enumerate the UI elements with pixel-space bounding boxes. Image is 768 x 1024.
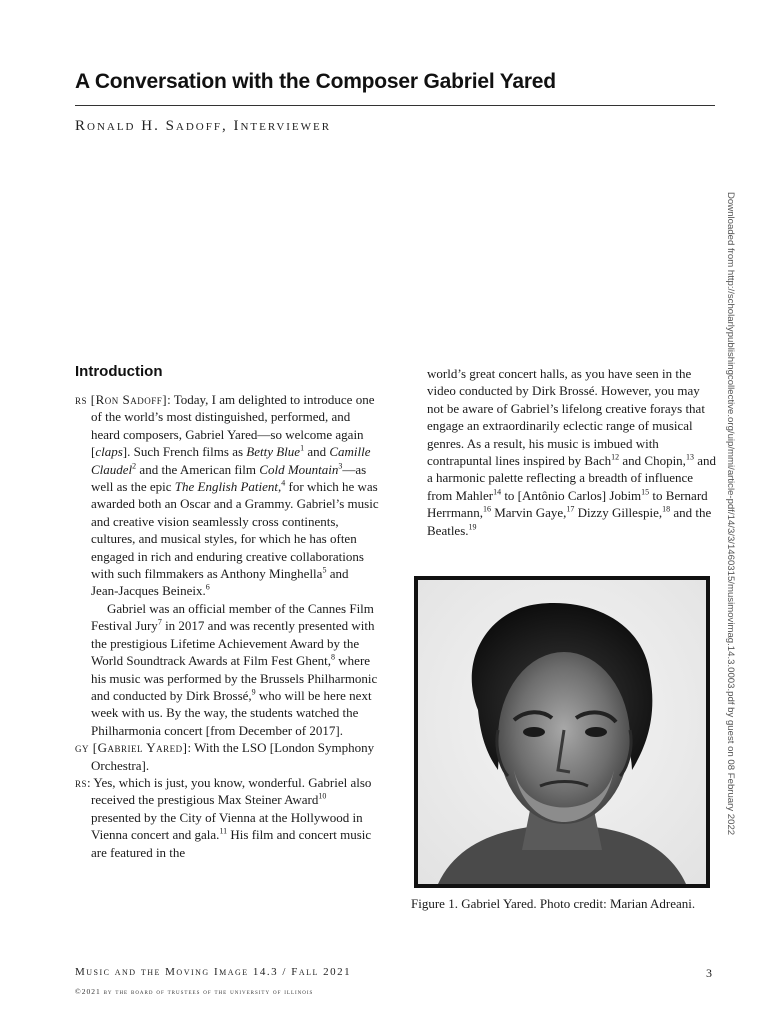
- text-run: for which he was awarded both an Oscar and a Grammy. Gabriel’s music and creative vision seamlessly cross continents, cultures, and musical styles, for which he has often engaged in rich and enduring creative collaborations with such filmmakers as Anthony Minghella: [91, 479, 379, 582]
- text-run: who will be here next week with us. By the way, the students watched the Philharmonia concert [from December of 2017].: [91, 687, 372, 738]
- text-run: world’s great concert halls, as you have seen in the video conducted by Dirk Brossé. However, you may not be aware of Gabriel’s lifelong creative forays that engage an extraordinarily eclectic range of musical genres. As a result, his music is imbued with contrapuntal lines inspired by Bach: [427, 366, 705, 469]
- footnote-ref[interactable]: 5: [322, 565, 327, 575]
- film-title: Betty Blue: [246, 444, 301, 460]
- text-run: to Bernard Herrmann,: [427, 487, 708, 521]
- portrait-image: [418, 580, 706, 884]
- text-run: Gabriel was an official member of the Cannes Film Festival Jury: [91, 600, 374, 634]
- article-title: A Conversation with the Composer Gabriel Yared: [75, 70, 556, 93]
- footnote-ref[interactable]: 9: [251, 687, 256, 697]
- text-run: Marvin Gaye,: [490, 505, 567, 521]
- footnote-ref[interactable]: 4: [281, 478, 286, 488]
- paragraph-continued: [427, 365, 719, 539]
- film-title: Cold Mountain: [259, 461, 339, 477]
- footnote-ref[interactable]: 7: [157, 617, 162, 627]
- footnote-ref[interactable]: 3: [338, 461, 343, 471]
- text-run: ]. Such French films as: [122, 444, 247, 460]
- footnote-ref[interactable]: 8: [331, 652, 336, 662]
- footnote-ref[interactable]: 2: [132, 461, 137, 471]
- footnote-ref[interactable]: 14: [493, 487, 502, 497]
- footnote-ref[interactable]: 19: [468, 522, 477, 532]
- speaker-label: rs: [75, 774, 88, 790]
- text-run: —as well as the epic: [91, 461, 367, 495]
- text-run: His film and concert music are featured in the: [91, 827, 372, 860]
- text-run: to [Antônio Carlos] Jobim: [501, 487, 642, 503]
- paragraph-rs-intro: rs [Ron Sadoff]: Today, I am delighted to introduce one of the world’s most distinguished, performed, and heard composers, Gabriel Yared—so welcome again [claps]. Such French films as Betty Blue$^1$ and Camille Claudel$^2$ and the American film Cold Mountain$^3$—as well as the epic The English Patient,$^4$ for which he was awarded both an Oscar and a Grammy. Gabriel’s music and creative vision seamlessly cross continents, cultures, and musical styles, for which he has often engaged in rich and enduring creative collaborations with such filmmakers as Anthony Minghella$^5$ and Jean-Jacques Beineix.$^6$: [75, 392, 379, 599]
- text-run: in 2017 and was recently presented with the prestigious Lifetime Achievement Award by the World Soundtrack Awards at Film Fest Ghent,: [91, 618, 375, 669]
- portrait-photo: [414, 576, 710, 888]
- text-run: and Chopin,: [619, 453, 686, 469]
- footnote-ref[interactable]: 6: [205, 583, 210, 593]
- section-heading: Introduction: [75, 363, 163, 380]
- text-run: : Yes, which is just, you know, wonderful. Gabriel also received the prestigious Max Steiner Award: [87, 774, 372, 808]
- paragraph-gy-lso: [75, 739, 379, 774]
- text-run: : Today, I am delighted to introduce one of the world’s most distinguished, performed, and heard composers, Gabriel Yared—so welcome again [: [91, 392, 375, 460]
- byline: Ronald H. Sadoff, Interviewer: [75, 118, 332, 134]
- text-run: Dizzy Gillespie,: [574, 505, 663, 521]
- right-column: [427, 365, 719, 539]
- footnote-ref[interactable]: 12: [611, 452, 620, 462]
- text-run: and a harmonic palette reflecting a breadth of influence from Mahler: [427, 453, 716, 503]
- left-column: [75, 391, 379, 861]
- text-run: where his music was performed by the Brussels Philharmonic and conducted by Dirk Brossé,: [91, 653, 378, 703]
- text-run: and: [304, 444, 330, 460]
- paragraph-rs-cannes: [75, 600, 379, 739]
- footnote-ref[interactable]: 18: [662, 504, 671, 514]
- footnote-ref[interactable]: 16: [482, 504, 491, 514]
- footnote-ref[interactable]: 17: [566, 504, 575, 514]
- page-number: 3: [706, 966, 712, 980]
- download-watermark: [724, 192, 740, 836]
- footnote-ref[interactable]: 11: [219, 826, 228, 836]
- paragraph-rs-award: [75, 774, 379, 861]
- speaker-label: gy [Gabriel Yared]: [75, 740, 188, 756]
- text-run: and the American film: [136, 461, 260, 477]
- footnote-ref[interactable]: 1: [300, 443, 305, 453]
- text-run: : With the LSO [London Symphony Orchestra].: [91, 740, 375, 773]
- text-run: and Jean-Jacques Beineix.: [91, 566, 349, 599]
- title-rule: [75, 105, 715, 106]
- footnote-ref[interactable]: 13: [685, 452, 694, 462]
- film-title: The English Patient: [174, 479, 279, 495]
- speaker-label: rs [Ron Sadoff]: [75, 392, 168, 407]
- journal-footer: Music and the Moving Image 14.3 / Fall 2021: [75, 966, 352, 978]
- film-title: Camille Claudel: [91, 444, 371, 477]
- text-run: presented by the City of Vienna at the Hollywood in Vienna concert and gala.: [91, 809, 363, 843]
- footnote-ref[interactable]: 10: [318, 792, 327, 802]
- figure-caption: Figure 1. Gabriel Yared. Photo credit: Marian Adreani.: [411, 896, 696, 911]
- italic-text: claps: [95, 444, 123, 460]
- footnote-ref[interactable]: 15: [641, 487, 650, 497]
- download-watermark-text: Downloaded from http://scholarlypublishingcollective.org/uip/mmi/article-pdf/14/3/3/1460315/musimovimag.14.3.0003.pdf by guest on 08 February 2022: [725, 192, 736, 836]
- text-run: and the Beatles.: [427, 505, 712, 538]
- copyright-footer: ©2021 by the board of trustees of the university of illinois: [75, 987, 314, 996]
